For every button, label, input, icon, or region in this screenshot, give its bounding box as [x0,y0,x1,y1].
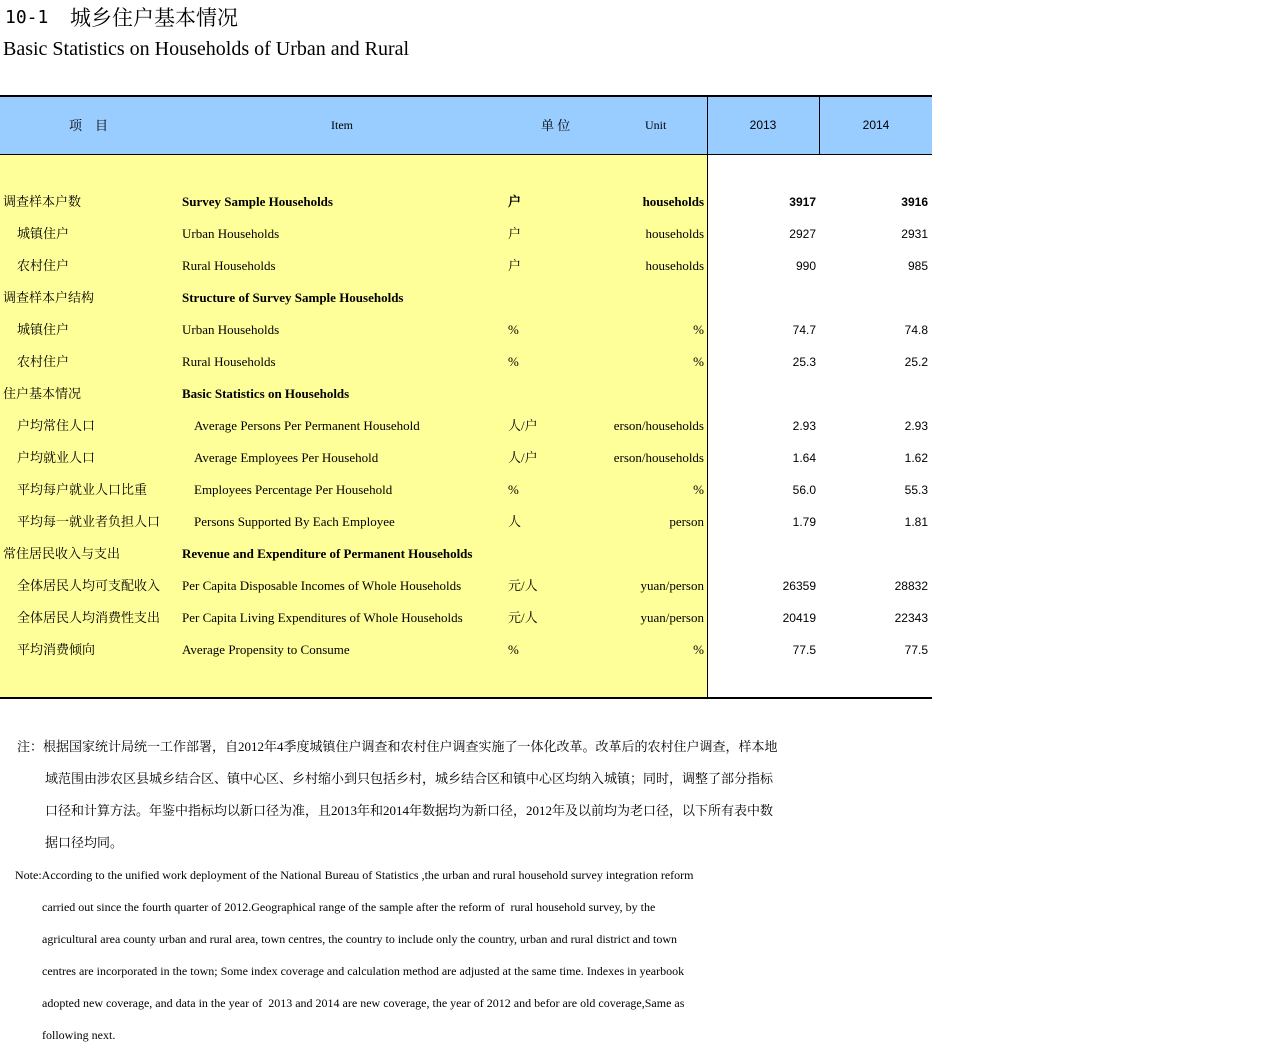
row-label-cn: 平均每一就业者负担人口 [17,514,161,529]
table-row [0,218,932,250]
row-label-en: Per Capita Disposable Incomes of Whole Households [182,578,462,593]
table-row [0,442,932,474]
header-year-2014: 2014 [862,118,890,132]
header-year-2013: 2013 [749,118,777,132]
row-unit-en: % [693,322,704,337]
row-value-2014: 1.62 [904,451,928,465]
page-title-cn: 城乡住户基本情况 [70,6,238,30]
row-label-cn: 农村住户 [17,258,70,273]
row-unit-en: % [693,354,704,369]
table-row [0,346,932,378]
row-label-en: Rural Households [182,354,276,369]
row-label-en: Urban Households [182,322,280,337]
row-unit-en: yuan/person [640,578,704,593]
row-unit-en: erson/households [613,418,704,433]
row-unit-cn: % [508,642,519,657]
row-label-en: Average Employees Per Household [194,450,379,465]
row-unit-cn: 户 [508,258,522,273]
row-unit-en: % [693,642,704,657]
row-label-cn: 城镇住户 [17,226,70,241]
row-unit-cn: 元/人 [508,610,538,625]
table-row [0,282,932,314]
header-item-cn: 项 目 [69,118,109,133]
row-label-en: Persons Supported By Each Employee [194,514,395,529]
row-value-2014: 22343 [894,611,928,625]
row-unit-cn: % [508,322,519,337]
row-unit-cn: 人/户 [508,418,538,433]
row-label-cn: 平均消费倾向 [17,642,96,657]
row-label-en: Average Propensity to Consume [182,642,350,657]
row-value-2014: 2.93 [904,419,928,433]
row-unit-cn: 户 [508,194,522,209]
row-label-cn: 全体居民人均可支配收入 [17,578,161,593]
row-value-2013: 77.5 [792,643,816,657]
row-unit-en: households [645,258,704,273]
row-value-2013: 26359 [782,579,816,593]
row-unit-cn: % [508,482,519,497]
row-unit-en: households [642,194,704,209]
row-unit-en: % [693,482,704,497]
row-label-en: Structure of Survey Sample Households [182,290,404,305]
table-row [0,602,932,634]
page-title-en: Basic Statistics on Households of Urban and Rural [3,38,410,60]
note-cn-line: 口径和计算方法。年鉴中指标均以新口径为准，且2013年和2014年数据均为新口径，2012年及以前均为老口径，以下所有表中数 [45,803,774,818]
header-unit-cn: 单 位 [541,118,571,133]
row-unit-cn: 人/户 [508,450,538,465]
note-en-line: adopted new coverage, and data in the year of 2013 and 2014 are new coverage, the year of 2012 and befor are old coverage,Same as [42,996,685,1010]
row-label-cn: 住户基本情况 [3,386,82,401]
row-label-cn: 调查样本户数 [3,194,82,209]
row-value-2013: 56.0 [792,483,816,497]
row-value-2014: 77.5 [904,643,928,657]
note-cn-line: 据口径均同。 [45,835,124,850]
row-label-cn: 常住居民收入与支出 [3,546,121,561]
header-unit-en: Unit [645,118,667,132]
table-bottom-border [0,697,932,699]
row-value-2013: 1.64 [792,451,816,465]
table-row [0,634,932,666]
row-label-en: Survey Sample Households [182,194,333,209]
row-label-cn: 农村住户 [17,354,70,369]
row-unit-en: erson/households [613,450,704,465]
row-value-2013: 25.3 [792,355,816,369]
table-row [0,506,932,538]
row-unit-cn: % [508,354,519,369]
row-value-2013: 990 [795,259,816,273]
table-row [0,378,932,410]
row-unit-en: yuan/person [640,610,704,625]
row-value-2013: 3917 [789,195,816,209]
row-unit-cn: 元/人 [508,578,538,593]
row-value-2013: 2.93 [792,419,816,433]
row-label-en: Revenue and Expenditure of Permanent Households [182,546,473,561]
row-label-cn: 户均就业人口 [17,450,96,465]
row-label-en: Per Capita Living Expenditures of Whole Households [182,610,463,625]
table-row [0,474,932,506]
row-unit-cn: 人 [508,514,522,529]
row-label-cn: 城镇住户 [17,322,70,337]
row-label-cn: 平均每户就业人口比重 [17,482,148,497]
row-label-cn: 户均常住人口 [17,418,96,433]
row-value-2014: 74.8 [904,323,928,337]
table-row [0,250,932,282]
row-label-en: Urban Households [182,226,280,241]
row-label-en: Average Persons Per Permanent Household [194,418,420,433]
row-value-2013: 74.7 [792,323,816,337]
table-row [0,186,932,218]
row-label-cn: 全体居民人均消费性支出 [17,610,161,625]
row-value-2013: 1.79 [792,515,816,529]
row-value-2014: 2931 [901,227,928,241]
note-en-line: carried out since the fourth quarter of 2012.Geographical range of the sample after the reform of rural household survey, by the [42,900,656,914]
note-en-line: agricultural area county urban and rural area, town centres, the country to include only the country, urban and rural district and town [42,932,677,946]
row-value-2014: 1.81 [904,515,928,529]
note-cn-line: 注：根据国家统计局统一工作部署，自2012年4季度城镇住户调查和农村住户调查实施了一体化改革。改革后的农村住户调查，样本地 [17,739,778,754]
row-unit-cn: 户 [508,226,522,241]
row-label-en: Rural Households [182,258,276,273]
row-value-2013: 2927 [789,227,816,241]
table-row [0,410,932,442]
row-unit-en: person [669,514,704,529]
note-cn-line: 域范围由涉农区县城乡结合区、镇中心区、乡村缩小到只包括乡村，城乡结合区和镇中心区均纳入城镇；同时，调整了部分指标 [45,771,774,786]
row-value-2013: 20419 [782,611,816,625]
row-unit-en: households [645,226,704,241]
note-en-line: following next. [42,1028,116,1042]
row-label-en: Employees Percentage Per Household [194,482,393,497]
row-value-2014: 55.3 [904,483,928,497]
table-row [0,314,932,346]
row-label-cn: 调查样本户结构 [3,290,95,305]
note-en-line: Note:According to the unified work deployment of the National Bureau of Statistics ,the urban and rural household survey integration reform [15,868,694,882]
row-value-2014: 985 [907,259,928,273]
header-item-en: Item [331,118,353,132]
row-value-2014: 25.2 [904,355,928,369]
row-value-2014: 3916 [901,195,928,209]
row-value-2014: 28832 [894,579,928,593]
table-row [0,538,932,570]
note-en-line: centres are incorporated in the town; Some index coverage and calculation method are adjusted at the same time. Indexes in yearbook [42,964,685,978]
table-row [0,570,932,602]
table-number: 10-1 [5,7,49,28]
row-label-en: Basic Statistics on Households [182,386,350,401]
